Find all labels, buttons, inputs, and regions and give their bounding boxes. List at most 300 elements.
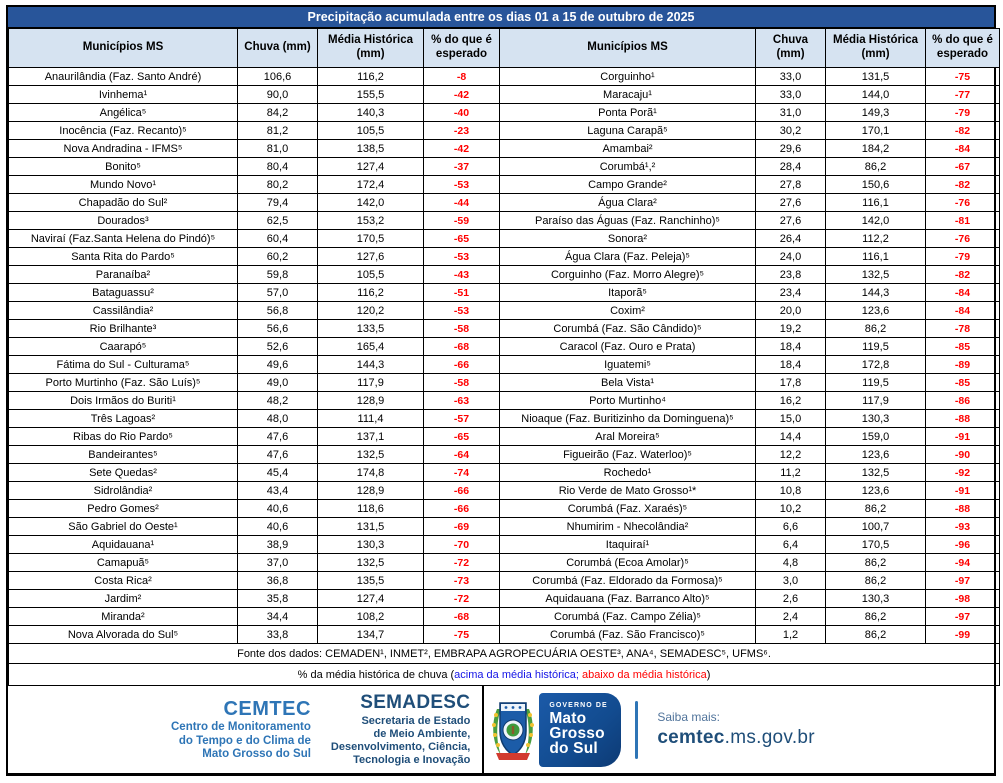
municipality-cell: Caarapó⁵: [9, 338, 238, 356]
col-header-pct-left: % do que é esperado: [424, 29, 500, 68]
col-header-media-right: Média Histórica (mm): [826, 29, 926, 68]
media-historica-cell: 155,5: [318, 86, 424, 104]
pct-esperado-cell: -58: [424, 320, 500, 338]
chuva-cell: 40,6: [238, 500, 318, 518]
semadesc-desc-line: Desenvolvimento, Ciência,: [330, 740, 471, 753]
media-historica-cell: 128,9: [318, 482, 424, 500]
chuva-cell: 48,0: [238, 410, 318, 428]
media-historica-cell: 116,1: [826, 248, 926, 266]
table-row: [9, 518, 1000, 536]
gov-ms-wordmark: [539, 693, 621, 767]
chuva-cell: 52,6: [238, 338, 318, 356]
pct-esperado-cell: -70: [424, 536, 500, 554]
chuva-cell: 84,2: [238, 104, 318, 122]
media-historica-cell: 144,3: [318, 356, 424, 374]
pct-esperado-cell: -92: [926, 464, 1000, 482]
municipality-cell: Aquidauana¹: [9, 536, 238, 554]
pct-esperado-cell: -53: [424, 248, 500, 266]
municipality-cell: Corumbá (Faz. São Cândido)⁵: [500, 320, 756, 338]
municipality-cell: Cassilândia²: [9, 302, 238, 320]
chuva-cell: 31,0: [756, 104, 826, 122]
chuva-cell: 80,4: [238, 158, 318, 176]
pct-esperado-cell: -72: [424, 590, 500, 608]
pct-esperado-cell: -79: [926, 104, 1000, 122]
pct-esperado-cell: -51: [424, 284, 500, 302]
chuva-cell: 106,6: [238, 68, 318, 86]
media-historica-cell: 170,1: [826, 122, 926, 140]
pct-esperado-cell: -76: [926, 194, 1000, 212]
media-historica-cell: 86,2: [826, 554, 926, 572]
pct-esperado-cell: -73: [424, 572, 500, 590]
municipality-cell: Água Clara (Faz. Peleja)⁵: [500, 248, 756, 266]
gov-line-small: GOVERNO DE: [549, 701, 608, 709]
pct-esperado-cell: -44: [424, 194, 500, 212]
media-historica-cell: 123,6: [826, 302, 926, 320]
municipality-cell: Ponta Porã¹: [500, 104, 756, 122]
pct-esperado-cell: -40: [424, 104, 500, 122]
media-historica-cell: 130,3: [826, 410, 926, 428]
chuva-cell: 27,8: [756, 176, 826, 194]
chuva-cell: 27,6: [756, 212, 826, 230]
municipality-cell: Corguinho (Faz. Morro Alegre)⁵: [500, 266, 756, 284]
media-historica-cell: 130,3: [318, 536, 424, 554]
media-historica-cell: 132,5: [318, 446, 424, 464]
table-row: [9, 410, 1000, 428]
chuva-cell: 33,0: [756, 86, 826, 104]
municipality-cell: Campo Grande²: [500, 176, 756, 194]
media-historica-cell: 133,5: [318, 320, 424, 338]
chuva-cell: 14,4: [756, 428, 826, 446]
municipality-cell: Naviraí (Faz.Santa Helena do Pindó)⁵: [9, 230, 238, 248]
media-historica-cell: 149,3: [826, 104, 926, 122]
municipality-cell: Corumbá (Ecoa Amolar)⁵: [500, 554, 756, 572]
table-row: [9, 248, 1000, 266]
municipality-cell: Amambai²: [500, 140, 756, 158]
media-historica-cell: 132,5: [318, 554, 424, 572]
cemtec-desc-line: Mato Grosso do Sul: [202, 748, 311, 761]
chuva-cell: 90,0: [238, 86, 318, 104]
media-historica-cell: 165,4: [318, 338, 424, 356]
media-historica-cell: 105,5: [318, 122, 424, 140]
pct-esperado-cell: -91: [926, 482, 1000, 500]
media-historica-cell: 111,4: [318, 410, 424, 428]
pct-esperado-cell: -72: [424, 554, 500, 572]
cemtec-url: [657, 725, 815, 751]
chuva-cell: 23,4: [756, 284, 826, 302]
municipality-cell: Corumbá (Faz. Xaraés)⁵: [500, 500, 756, 518]
chuva-cell: 17,8: [756, 374, 826, 392]
municipality-cell: Bataguassu²: [9, 284, 238, 302]
pct-esperado-cell: -90: [926, 446, 1000, 464]
table-row: [9, 446, 1000, 464]
table-row: [9, 302, 1000, 320]
chuva-cell: 27,6: [756, 194, 826, 212]
cemtec-desc-line: do Tempo e do Clima de: [178, 734, 311, 747]
pct-esperado-cell: -58: [424, 374, 500, 392]
chuva-cell: 23,8: [756, 266, 826, 284]
pct-esperado-cell: -82: [926, 266, 1000, 284]
municipality-cell: Bandeirantes⁵: [9, 446, 238, 464]
chuva-cell: 56,8: [238, 302, 318, 320]
chuva-cell: 38,9: [238, 536, 318, 554]
table-row: [9, 140, 1000, 158]
legend-suffix: ): [706, 668, 711, 681]
municipality-cell: Bela Vista¹: [500, 374, 756, 392]
chuva-cell: 10,8: [756, 482, 826, 500]
municipality-cell: Fátima do Sul - Culturama⁵: [9, 356, 238, 374]
chuva-cell: 26,4: [756, 230, 826, 248]
chuva-cell: 18,4: [756, 356, 826, 374]
municipality-cell: Costa Rica²: [9, 572, 238, 590]
gov-line-big: Grosso: [549, 724, 605, 742]
pct-esperado-cell: -42: [424, 140, 500, 158]
semadesc-logo: [331, 692, 470, 768]
media-historica-cell: 117,9: [318, 374, 424, 392]
municipality-cell: Sonora²: [500, 230, 756, 248]
chuva-cell: 19,2: [756, 320, 826, 338]
municipality-cell: Corumbá (Faz. Campo Zélia)⁵: [500, 608, 756, 626]
chuva-cell: 12,2: [756, 446, 826, 464]
chuva-cell: 3,0: [756, 572, 826, 590]
media-historica-cell: 137,1: [318, 428, 424, 446]
municipality-cell: Dourados³: [9, 212, 238, 230]
gov-line-big: do Sul: [549, 739, 598, 757]
table-row: [9, 86, 1000, 104]
media-historica-cell: 108,2: [318, 608, 424, 626]
municipality-cell: Miranda²: [9, 608, 238, 626]
municipality-cell: Angélica⁵: [9, 104, 238, 122]
table-row: [9, 536, 1000, 554]
municipality-cell: Itaporã⁵: [500, 284, 756, 302]
media-historica-cell: 127,4: [318, 590, 424, 608]
pct-esperado-cell: -75: [926, 68, 1000, 86]
media-historica-cell: 128,9: [318, 392, 424, 410]
chuva-cell: 40,6: [238, 518, 318, 536]
precipitation-table: [8, 28, 1000, 686]
col-header-chuva-left: Chuva (mm): [238, 29, 318, 68]
media-historica-cell: 138,5: [318, 140, 424, 158]
chuva-cell: 49,6: [238, 356, 318, 374]
chuva-cell: 24,0: [756, 248, 826, 266]
table-row: [9, 122, 1000, 140]
municipality-cell: Corumbá (Faz. Eldorado da Formosa)⁵: [500, 572, 756, 590]
legend-prefix: % da média histórica de chuva (: [297, 668, 455, 681]
chuva-cell: 4,8: [756, 554, 826, 572]
municipality-cell: Pedro Gomes²: [9, 500, 238, 518]
chuva-cell: 28,4: [756, 158, 826, 176]
cemtec-desc-line: Centro de Monitoramento: [171, 720, 311, 733]
pct-esperado-cell: -98: [926, 590, 1000, 608]
pct-esperado-cell: -88: [926, 410, 1000, 428]
bulletin-frame: [6, 5, 996, 776]
chuva-cell: 57,0: [238, 284, 318, 302]
media-historica-cell: 116,2: [318, 68, 424, 86]
municipality-cell: Jardim²: [9, 590, 238, 608]
pct-esperado-cell: -57: [424, 410, 500, 428]
semadesc-desc-line: de Meio Ambiente,: [373, 727, 471, 740]
chuva-cell: 6,6: [756, 518, 826, 536]
table-title: Precipitação acumulada entre os dias 01 a 15 de outubro de 2025: [8, 7, 994, 28]
chuva-cell: 37,0: [238, 554, 318, 572]
pct-esperado-cell: -85: [926, 374, 1000, 392]
chuva-cell: 45,4: [238, 464, 318, 482]
pct-esperado-cell: -66: [424, 500, 500, 518]
table-row: [9, 266, 1000, 284]
municipality-cell: Figueirão (Faz. Waterloo)⁵: [500, 446, 756, 464]
chuva-cell: 35,8: [238, 590, 318, 608]
table-row: [9, 626, 1000, 644]
pct-esperado-cell: -63: [424, 392, 500, 410]
pct-esperado-cell: -66: [424, 482, 500, 500]
media-historica-cell: 132,5: [826, 464, 926, 482]
chuva-cell: 47,6: [238, 446, 318, 464]
col-header-pct-right: % do que é esperado: [926, 29, 1000, 68]
pct-esperado-cell: -23: [424, 122, 500, 140]
pct-esperado-cell: -68: [424, 608, 500, 626]
legend-row: [9, 664, 1000, 686]
pct-esperado-cell: -74: [424, 464, 500, 482]
media-historica-cell: 120,2: [318, 302, 424, 320]
pct-esperado-cell: -8: [424, 68, 500, 86]
table-row: [9, 392, 1000, 410]
chuva-cell: 18,4: [756, 338, 826, 356]
table-row: [9, 284, 1000, 302]
footer-band: [8, 686, 994, 773]
semadesc-title: SEMADESC: [360, 691, 471, 713]
media-historica-cell: 86,2: [826, 320, 926, 338]
media-historica-cell: 134,7: [318, 626, 424, 644]
media-historica-cell: 142,0: [318, 194, 424, 212]
municipality-cell: Corguinho¹: [500, 68, 756, 86]
pct-esperado-cell: -77: [926, 86, 1000, 104]
pct-esperado-cell: -97: [926, 572, 1000, 590]
media-historica-cell: 135,5: [318, 572, 424, 590]
chuva-cell: 60,2: [238, 248, 318, 266]
table-body: [9, 68, 1000, 644]
municipality-cell: Nioaque (Faz. Buritizinho da Dominguena)⁵: [500, 410, 756, 428]
media-historica-cell: 170,5: [826, 536, 926, 554]
municipality-cell: Camapuã⁵: [9, 554, 238, 572]
media-historica-cell: 142,0: [826, 212, 926, 230]
media-historica-cell: 123,6: [826, 482, 926, 500]
municipality-cell: Dois Irmãos do Buriti¹: [9, 392, 238, 410]
pct-esperado-cell: -75: [424, 626, 500, 644]
municipality-cell: Aquidauana (Faz. Barranco Alto)⁵: [500, 590, 756, 608]
table-row: [9, 428, 1000, 446]
municipality-cell: Santa Rita do Pardo⁵: [9, 248, 238, 266]
cemtec-url-rest: .ms.gov.br: [724, 726, 815, 748]
chuva-cell: 81,0: [238, 140, 318, 158]
chuva-cell: 49,0: [238, 374, 318, 392]
ms-government-logo: [487, 693, 621, 767]
legend-below-average: abaixo da média histórica: [581, 668, 707, 681]
pct-esperado-cell: -84: [926, 302, 1000, 320]
pct-esperado-cell: -85: [926, 338, 1000, 356]
table-row: [9, 374, 1000, 392]
chuva-cell: 1,2: [756, 626, 826, 644]
chuva-cell: 60,4: [238, 230, 318, 248]
table-row: [9, 338, 1000, 356]
media-historica-cell: 131,5: [826, 68, 926, 86]
municipality-cell: Nova Andradina - IFMS⁵: [9, 140, 238, 158]
municipality-cell: Rio Verde de Mato Grosso¹*: [500, 482, 756, 500]
chuva-cell: 62,5: [238, 212, 318, 230]
media-historica-cell: 112,2: [826, 230, 926, 248]
media-historica-cell: 144,3: [826, 284, 926, 302]
table-row: [9, 68, 1000, 86]
pct-esperado-cell: -84: [926, 284, 1000, 302]
chuva-cell: 20,0: [756, 302, 826, 320]
chuva-cell: 48,2: [238, 392, 318, 410]
media-historica-cell: 170,5: [318, 230, 424, 248]
chuva-cell: 47,6: [238, 428, 318, 446]
table-row: [9, 158, 1000, 176]
table-row: [9, 500, 1000, 518]
footer-divider-blue: [635, 701, 638, 759]
legend-above-average: acima da média histórica;: [454, 668, 579, 681]
municipality-cell: Porto Murtinho⁴: [500, 392, 756, 410]
municipality-cell: Paraíso das Águas (Faz. Ranchinho)⁵: [500, 212, 756, 230]
gov-line-big: Mato: [549, 709, 587, 727]
media-historica-cell: 119,5: [826, 338, 926, 356]
media-historica-cell: 118,6: [318, 500, 424, 518]
media-historica-cell: 130,3: [826, 590, 926, 608]
table-row: [9, 230, 1000, 248]
table-row: [9, 104, 1000, 122]
municipality-cell: Sidrolândia²: [9, 482, 238, 500]
pct-esperado-cell: -93: [926, 518, 1000, 536]
municipality-cell: Três Lagoas²: [9, 410, 238, 428]
table-row: [9, 590, 1000, 608]
pct-esperado-cell: -88: [926, 500, 1000, 518]
municipality-cell: Rochedo¹: [500, 464, 756, 482]
municipality-cell: Chapadão do Sul²: [9, 194, 238, 212]
table-row: [9, 320, 1000, 338]
cemtec-title: CEMTEC: [223, 697, 311, 720]
table-row: [9, 554, 1000, 572]
media-historica-cell: 153,2: [318, 212, 424, 230]
pct-esperado-cell: -82: [926, 122, 1000, 140]
media-historica-cell: 86,2: [826, 158, 926, 176]
pct-esperado-cell: -65: [424, 230, 500, 248]
municipality-cell: São Gabriel do Oeste¹: [9, 518, 238, 536]
table-row: [9, 608, 1000, 626]
media-historica-cell: 86,2: [826, 500, 926, 518]
media-historica-cell: 150,6: [826, 176, 926, 194]
table-row: [9, 482, 1000, 500]
pct-esperado-cell: -53: [424, 176, 500, 194]
pct-esperado-cell: -76: [926, 230, 1000, 248]
municipality-cell: Paranaíba²: [9, 266, 238, 284]
chuva-cell: 30,2: [756, 122, 826, 140]
pct-esperado-cell: -64: [424, 446, 500, 464]
chuva-cell: 33,8: [238, 626, 318, 644]
municipality-cell: Anaurilândia (Faz. Santo André): [9, 68, 238, 86]
media-historica-cell: 86,2: [826, 608, 926, 626]
chuva-cell: 10,2: [756, 500, 826, 518]
pct-esperado-cell: -99: [926, 626, 1000, 644]
table-row: [9, 572, 1000, 590]
col-header-municipios-right: Municípios MS: [500, 29, 756, 68]
col-header-chuva-right: Chuva (mm): [756, 29, 826, 68]
chuva-cell: 2,6: [756, 590, 826, 608]
pct-esperado-cell: -42: [424, 86, 500, 104]
municipality-cell: Laguna Carapã⁵: [500, 122, 756, 140]
media-historica-cell: 100,7: [826, 518, 926, 536]
media-historica-cell: 140,3: [318, 104, 424, 122]
semadesc-desc-line: Secretaria de Estado: [361, 714, 471, 727]
pct-esperado-cell: -69: [424, 518, 500, 536]
table-row: [9, 194, 1000, 212]
data-sources-text: Fonte dos dados: CEMADEN¹, INMET², EMBRAPA AGROPECUÁRIA OESTE³, ANA⁴, SEMADESC⁵, UFMS⁶.: [9, 644, 1000, 664]
municipality-cell: Rio Brilhante³: [9, 320, 238, 338]
municipality-cell: Porto Murtinho (Faz. São Luís)⁵: [9, 374, 238, 392]
chuva-cell: 81,2: [238, 122, 318, 140]
media-historica-cell: 174,8: [318, 464, 424, 482]
chuva-cell: 36,8: [238, 572, 318, 590]
media-historica-cell: 172,8: [826, 356, 926, 374]
municipality-cell: Maracaju¹: [500, 86, 756, 104]
table-row: [9, 464, 1000, 482]
media-historica-cell: 172,4: [318, 176, 424, 194]
media-historica-cell: 184,2: [826, 140, 926, 158]
municipality-cell: Nhumirim - Nhecolândia²: [500, 518, 756, 536]
col-header-media-left: Média Histórica (mm): [318, 29, 424, 68]
pct-esperado-cell: -66: [424, 356, 500, 374]
cemtec-logo: [171, 697, 311, 762]
table-row: [9, 356, 1000, 374]
municipality-cell: Inocência (Faz. Recanto)⁵: [9, 122, 238, 140]
media-historica-cell: 119,5: [826, 374, 926, 392]
municipality-cell: Ivinhema¹: [9, 86, 238, 104]
media-historica-cell: 86,2: [826, 626, 926, 644]
pct-esperado-cell: -82: [926, 176, 1000, 194]
municipality-cell: Coxim²: [500, 302, 756, 320]
municipality-cell: Nova Alvorada do Sul⁵: [9, 626, 238, 644]
semadesc-desc-line: Tecnologia e Inovação: [353, 754, 471, 767]
municipality-cell: Iguatemi⁵: [500, 356, 756, 374]
chuva-cell: 11,2: [756, 464, 826, 482]
chuva-cell: 16,2: [756, 392, 826, 410]
footer-divider-black: [482, 686, 484, 773]
media-historica-cell: 123,6: [826, 446, 926, 464]
saiba-mais-block: [657, 709, 815, 751]
municipality-cell: Sete Quedas²: [9, 464, 238, 482]
pct-esperado-cell: -53: [424, 302, 500, 320]
pct-esperado-cell: -94: [926, 554, 1000, 572]
data-sources-row: [9, 644, 1000, 664]
pct-esperado-cell: -68: [424, 338, 500, 356]
chuva-cell: 34,4: [238, 608, 318, 626]
municipality-cell: Ribas do Rio Pardo⁵: [9, 428, 238, 446]
chuva-cell: 29,6: [756, 140, 826, 158]
chuva-cell: 59,8: [238, 266, 318, 284]
header-row: [9, 29, 1000, 68]
media-historica-cell: 132,5: [826, 266, 926, 284]
media-historica-cell: 86,2: [826, 572, 926, 590]
pct-esperado-cell: -65: [424, 428, 500, 446]
table-row: [9, 176, 1000, 194]
pct-esperado-cell: -91: [926, 428, 1000, 446]
chuva-cell: 79,4: [238, 194, 318, 212]
media-historica-cell: 116,1: [826, 194, 926, 212]
municipality-cell: Itaquiraí¹: [500, 536, 756, 554]
pct-esperado-cell: -59: [424, 212, 500, 230]
media-historica-cell: 159,0: [826, 428, 926, 446]
municipality-cell: Bonito⁵: [9, 158, 238, 176]
pct-esperado-cell: -37: [424, 158, 500, 176]
col-header-municipios-left: Municípios MS: [9, 29, 238, 68]
